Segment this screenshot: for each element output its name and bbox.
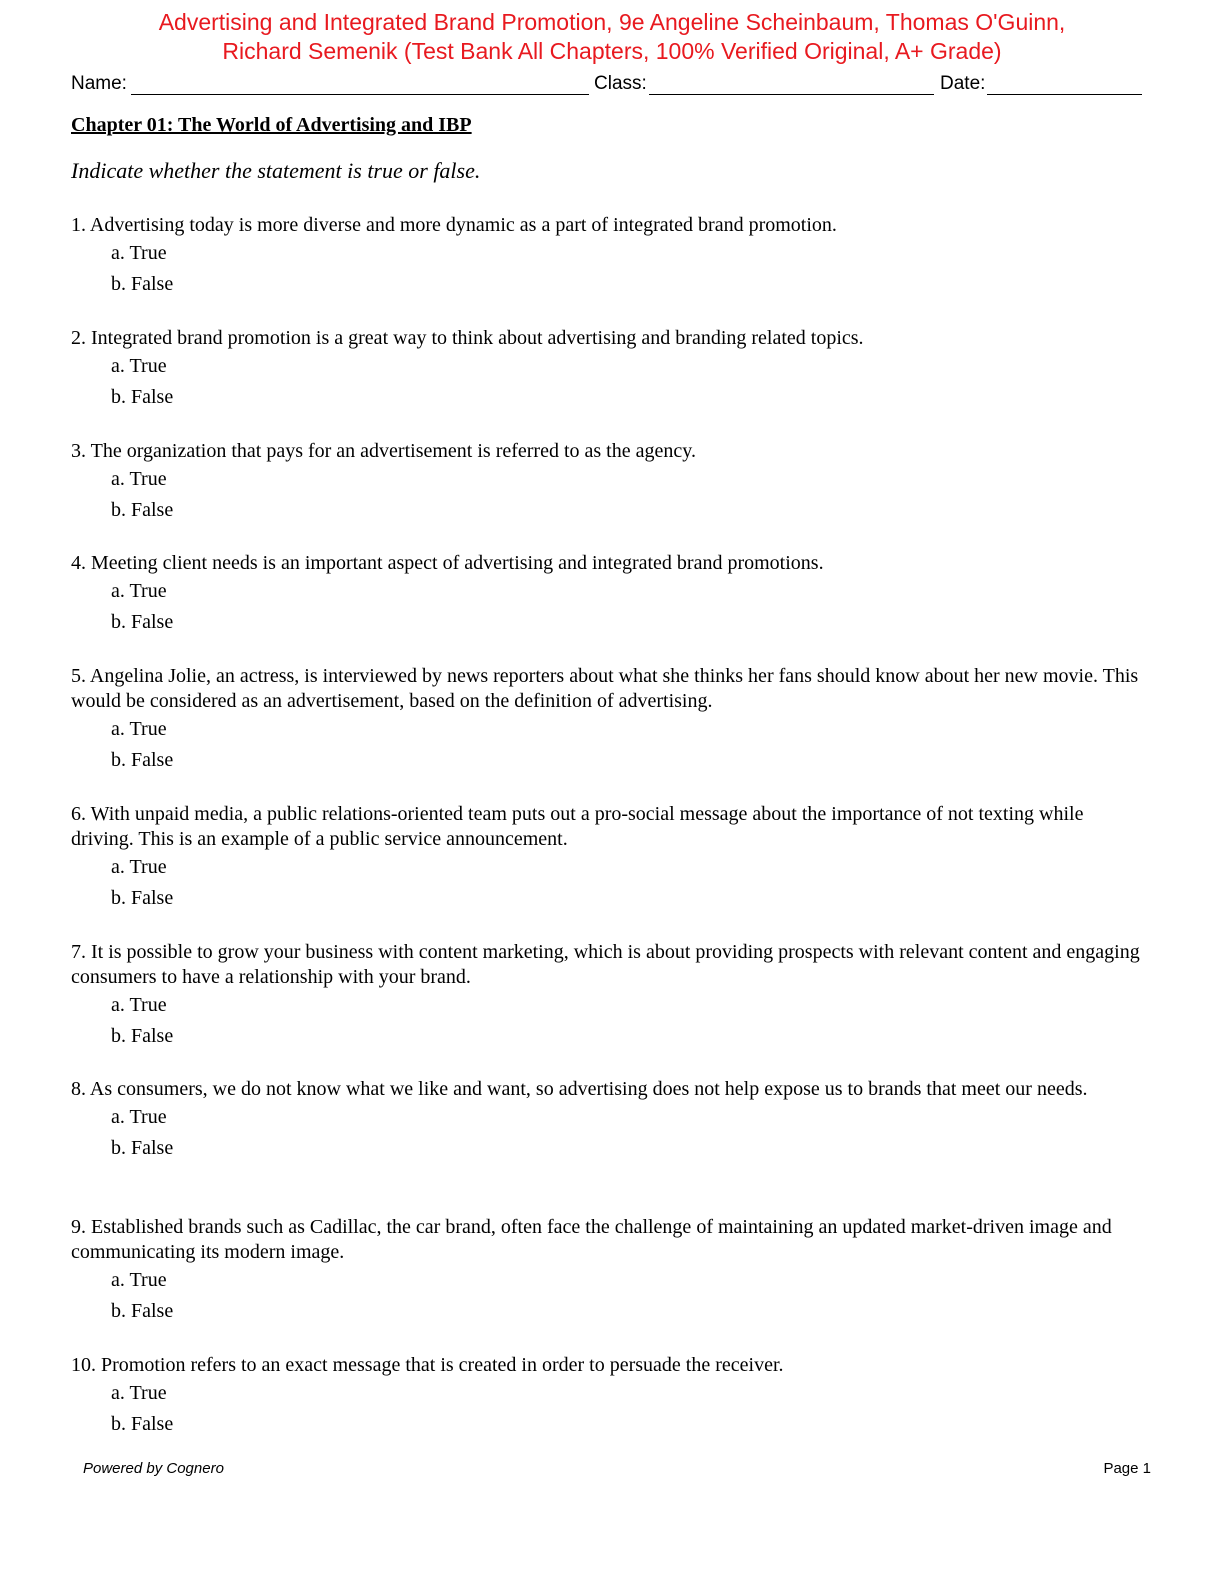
question-7 [71,940,1146,1052]
question-8 [71,1077,1146,1164]
option-true: a. True [111,468,167,490]
option-false: b. False [111,611,174,633]
question-4 [71,551,1146,638]
option-false: b. False [111,273,174,295]
question-3 [71,439,1146,526]
option-true: a. True [111,994,167,1016]
option-true: a. True [111,242,167,264]
option-false: b. False [111,386,174,408]
option-false: b. False [111,887,174,909]
option-false: b. False [111,1300,174,1322]
option-false: b. False [111,499,174,521]
page-number: Page 1 [1103,1460,1151,1477]
student-info-fields [71,72,1142,98]
question-stem: 3. The organization that pays for an advertisement is referred to as the agency. [71,440,696,462]
question-stem: 5. Angelina Jolie, an actress, is interviewed by news reporters about what she thinks her fans should know about her new movie. This would be considered as an advertisement, based on the definition of advertising. [71,665,1139,712]
date-label: Date: [940,73,986,94]
question-1 [71,213,1146,300]
class-field-line [649,94,934,95]
question-9 [71,1215,1146,1327]
question-stem: 8. As consumers, we do not know what we like and want, so advertising does not help expose us to brands that meet our needs. [71,1078,1088,1100]
option-false: b. False [111,1025,174,1047]
question-10 [71,1353,1146,1440]
option-true: a. True [111,1106,167,1128]
question-stem: 2. Integrated brand promotion is a great way to think about advertising and branding related topics. [71,327,864,349]
option-true: a. True [111,1382,167,1404]
document-header [0,8,1224,66]
option-true: a. True [111,718,167,740]
question-6 [71,802,1146,914]
question-2 [71,326,1146,413]
option-false: b. False [111,1413,174,1435]
option-true: a. True [111,856,167,878]
question-5 [71,664,1146,776]
option-true: a. True [111,580,167,602]
class-label: Class: [594,73,647,94]
question-stem: 10. Promotion refers to an exact message that is created in order to persuade the receiver. [71,1354,784,1376]
name-label: Name: [71,73,127,94]
question-stem: 7. It is possible to grow your business with content marketing, which is about providing prospects with relevant content and engaging consumers to have a relationship with your brand. [71,941,1140,988]
question-stem: 6. With unpaid media, a public relations-oriented team puts out a pro-social message about the importance of not texting while driving. This is an example of a public service announcement. [71,803,1084,850]
option-true: a. True [111,1269,167,1291]
powered-by-footer: Powered by Cognero [83,1460,224,1477]
chapter-title: Chapter 01: The World of Advertising and IBP [71,114,472,136]
header-title-line-2: Richard Semenik (Test Bank All Chapters, 100% Verified Original, A+ Grade) [222,38,1002,64]
instructions: Indicate whether the statement is true or false. [71,158,481,183]
option-false: b. False [111,749,174,771]
name-field-line [131,94,589,95]
header-title-line-1: Advertising and Integrated Brand Promotion, 9e Angeline Scheinbaum, Thomas O'Guinn, [158,9,1066,35]
option-false: b. False [111,1137,174,1159]
question-stem: 1. Advertising today is more diverse and more dynamic as a part of integrated brand promotion. [71,214,837,236]
option-true: a. True [111,355,167,377]
date-field-line [987,94,1142,95]
question-stem: 4. Meeting client needs is an important aspect of advertising and integrated brand promotions. [71,552,824,574]
question-stem: 9. Established brands such as Cadillac, the car brand, often face the challenge of maintaining an updated market-driven image and communicating its modern image. [71,1216,1112,1263]
